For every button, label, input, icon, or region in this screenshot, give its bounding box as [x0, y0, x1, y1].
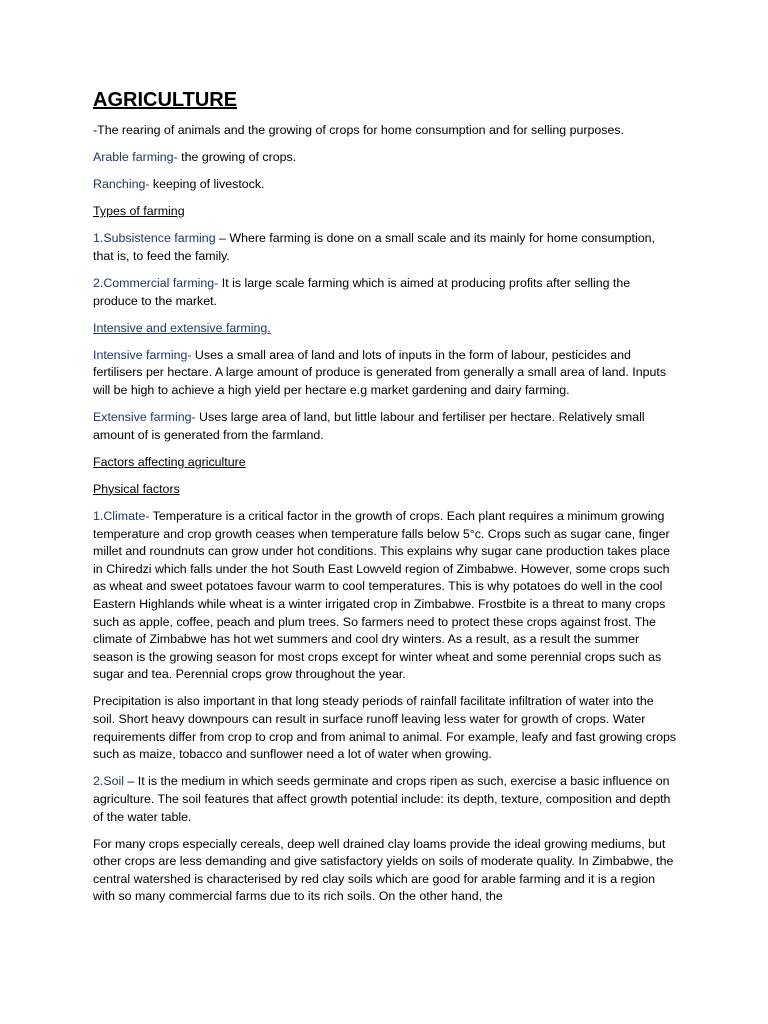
term-text: Uses a small area of land and lots of inputs in the form of labour, pesticides and fertilisers per hectare. A large amount of produce is generated from generally a small area of land. Inputs will be high to achieve a high yield per hectare e.g market gardening and dairy farming. [93, 347, 667, 398]
soil-more-paragraph: For many crops especially cereals, deep well drained clay loams provide the ideal growing mediums, but other crops are less demanding and give satisfactory yields on soils of moderate quality. In Zimbabwe, the central watershed is characterised by red clay soils which are good for arable farming and it is a region with so many commercial farms due to its rich soils. On the other hand, the [93, 836, 674, 904]
term-label: 2.Soil [93, 774, 124, 789]
climate-paragraph [93, 508, 678, 684]
physical-heading: Physical factors [93, 481, 180, 496]
intensive-farming [93, 347, 678, 400]
term-label: 1.Subsistence farming [93, 231, 216, 246]
term-label: Ranching- [93, 177, 150, 192]
term-label: Intensive farming- [93, 347, 192, 362]
term-text: keeping of livestock. [149, 177, 265, 192]
extensive-farming [93, 409, 678, 444]
term-text: the growing of crops. [177, 150, 297, 165]
intensive-heading: Intensive and extensive farming. [93, 320, 271, 335]
types-heading: Types of farming [93, 204, 185, 219]
type-commercial [93, 275, 678, 310]
term-label: 1.Climate- [93, 509, 150, 523]
page-title: AGRICULTURE [93, 89, 238, 111]
intro-paragraph: -The rearing of animals and the growing of crops for home consumption and for selling purposes. [93, 123, 625, 137]
term-text: – It is the medium in which seeds germinate and crops ripen as such, exercise a basic influence on agriculture. The soil features that affect growth potential include: its depth, texture, composition and depth of the water table. [93, 774, 671, 824]
term-label: Extensive farming- [93, 410, 196, 425]
factors-heading: Factors affecting agriculture [93, 454, 246, 469]
definition-ranching [93, 176, 678, 194]
type-subsistence [93, 230, 678, 265]
term-text: – Where farming is done on a small scale and its mainly for home consumption, that is, to feed the family. [93, 231, 655, 263]
precipitation-paragraph: Precipitation is also important in that long steady periods of rainfall facilitate infiltration of water into the soil. Short heavy downpours can result in surface runoff leaving less water for growth of crops. Water requirements differ from crop to crop and from animal to animal. For example, leafy and fast growing crops such as maize, tobacco and sunflower need a lot of water when growing. [93, 694, 677, 762]
soil-paragraph [93, 773, 678, 826]
term-label: 2.Commercial farming- [93, 276, 219, 291]
term-label: Arable farming- [93, 150, 178, 165]
term-text: It is large scale farming which is aimed at producing profits after selling the produce to the market. [93, 276, 631, 308]
term-text: Temperature is a critical factor in the growth of crops. Each plant requires a minimum growing temperature and crop growth ceases when temperature falls below 5°c. Crops such as sugar cane, finger millet and roundnuts can grow under hot conditions. This explains why sugar cane production takes place in Chiredzi which falls under the hot South East Lowveld region of Zimbabwe. However, some crops such as wheat and sweet potatoes favour warm to cool temperatures. This is why potatoes do well in the cool Eastern Highlands while wheat is a winter irrigated crop in Zimbabwe. Frostbite is a threat to many crops such as apple, coffee, peach and plum trees. So farmers need to protect these crops against frost. The climate of Zimbabwe has hot wet summers and cool dry winters. As a result, as a result the summer season is the growing season for most crops except for winter wheat and some perennial crops such as sugar and tea. Perennial crops grow throughout the year. [93, 509, 670, 682]
term-text: Uses large area of land, but little labour and fertiliser per hectare. Relatively small amount of is generated from the farmland. [93, 410, 645, 442]
definition-arable [93, 149, 678, 167]
